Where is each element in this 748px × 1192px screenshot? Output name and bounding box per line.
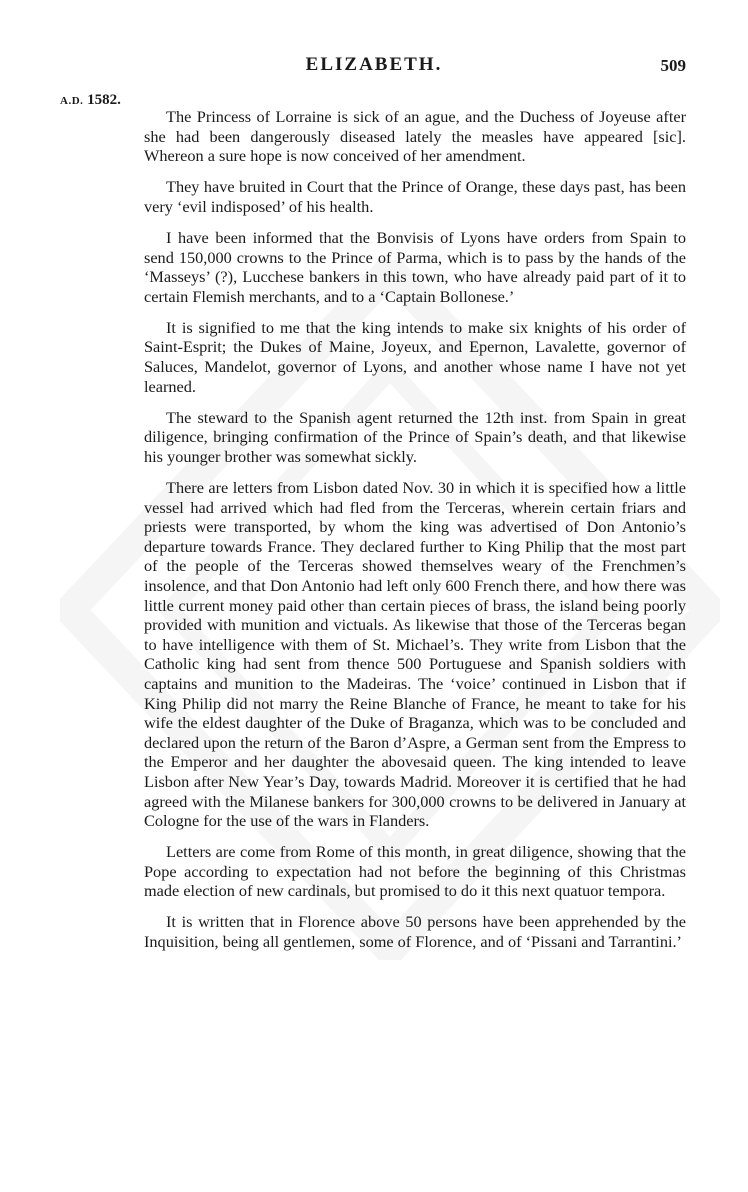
margin-date-note — [60, 92, 121, 109]
margin-date-year: 1582. — [87, 92, 121, 108]
paragraph-spanish-agent: The steward to the Spanish agent returned the 12th inst. from Spain in great diligence, bringing confirmation of the Prince of Spain’s death, and that likewise his younger brother was somewhat sickly. — [144, 407, 686, 466]
margin-date-prefix: A.D. — [60, 95, 84, 107]
paragraph-saint-esprit: It is signified to me that the king intends to make six knights of his order of Saint-Esprit; the Dukes of Maine, Joyeux, and Epernon, Lavalette, governor of Saluces, Mandelot, governor of Lyons, and another whose name I have not yet learned. — [144, 317, 686, 396]
document-body — [144, 107, 686, 963]
paragraph-bonvisis: I have been informed that the Bonvisis of Lyons have orders from Spain to send 150,000 crowns to the Prince of Parma, which is to pass by the hands of the ‘Masseys’ (?), Lucchese bankers in this town, who have already paid part of it to certain Flemish merchants, and to a ‘Captain Bollonese.’ — [144, 227, 686, 306]
paragraph-princess-lorraine: The Princess of Lorraine is sick of an ague, and the Duchess of Joyeuse after she had been dangerously diseased lately the measles have appeared [sic]. Whereon a sure hope is now conceived of her amendment. — [144, 107, 686, 166]
paragraph-rome-letters: Letters are come from Rome of this month, in great diligence, showing that the Pope according to expectation had not before the beginning of this Christmas made election of new cardinals, but promised to do it this next quatuor tempora. — [144, 842, 686, 901]
running-title: ELIZABETH. — [305, 54, 443, 75]
page-number: 509 — [660, 56, 686, 75]
paragraph-lisbon-letters: There are letters from Lisbon dated Nov. 30 in which it is specified how a little vessel had arrived which had fled from the Terceras, wherein certain friars and priests were transported, by whom the king was advertised of Don Antonio’s departure towards France. They declared further to King Philip that the most part of the people of the Terceras showed themselves weary of the Frenchmen’s insolence, and that Don Antonio had left only 600 French there, and how there was little current money paid other than certain pieces of brass, the island being poorly provided with munition and victuals. As likewise that those of the Terceras began to have intelligence with them of St. Michael’s. They write from Lisbon that the Catholic king had sent from thence 500 Portuguese and Spanish soldiers with captains and munition to the Madeiras. The ‘voice’ continued in Lisbon that if King Philip did not marry the Reine Blanche of France, he meant to take for his wife the eldest daughter of the Duke of Braganza, which was to be concluded and declared upon the return of the Baron d’Aspre, a German sent from the Empress to the Emperor and her daughter the abovesaid queen. The king intended to leave Lisbon after New Year’s Day, towards Madrid. Moreover it is certified that he had agreed with the Milanese bankers for 300,000 crowns to be delivered in January at Cologne for the use of the wars in Flanders. — [144, 478, 686, 831]
paragraph-florence-inquisition: It is written that in Florence above 50 persons have been apprehended by the Inquisition, being all gentlemen, some of Florence, and of ‘Pissani and Tarrantini.’ — [144, 912, 686, 952]
paragraph-prince-orange: They have bruited in Court that the Prince of Orange, these days past, has been very ‘evil indisposed’ of his health. — [144, 177, 686, 216]
